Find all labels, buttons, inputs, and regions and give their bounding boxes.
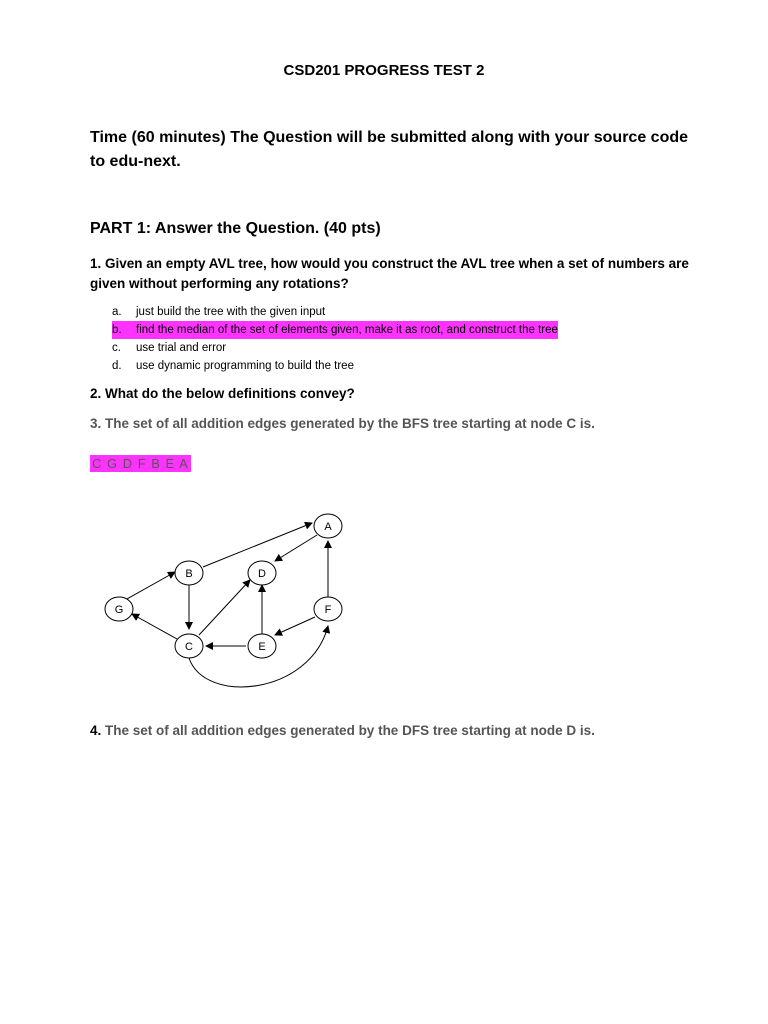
option-a	[112, 303, 672, 321]
intro-text: Time (60 minutes) The Question will be submitted along with your source code to edu-next.	[90, 129, 689, 170]
node-g-label: G	[114, 604, 124, 616]
edge-g-b	[127, 572, 175, 599]
question-4-number: 4.	[90, 723, 102, 738]
question-2: 2. What do the below definitions convey?	[90, 386, 355, 401]
option-c	[112, 339, 672, 357]
question-3-answer: C G D F B E A	[92, 456, 189, 471]
document-title: CSD201 PROGRESS TEST 2	[283, 62, 485, 79]
edge-b-a	[203, 523, 312, 567]
question-1-options	[112, 303, 672, 375]
edge-c-g	[132, 614, 177, 639]
option-letter: b.	[112, 321, 136, 339]
node-b-label: B	[185, 568, 193, 580]
option-text: use dynamic programming to build the tree	[136, 360, 354, 372]
graph-diagram	[95, 505, 365, 695]
option-letter: a.	[112, 306, 122, 318]
option-b	[112, 321, 672, 339]
edge-c-d	[199, 580, 250, 635]
node-c-label: C	[185, 641, 193, 653]
question-4	[90, 723, 595, 738]
node-d-label: D	[258, 568, 266, 580]
option-text: just build the tree with the given input	[136, 306, 326, 318]
node-a-label: A	[324, 521, 332, 533]
node-f-label: F	[324, 604, 332, 616]
question-4-text: The set of all addition edges generated by the DFS tree starting at node D is.	[101, 723, 595, 738]
option-text-highlighted: find the median of the set of elements given, make it as root, and construct the tree	[136, 321, 558, 339]
option-letter: c.	[112, 342, 121, 354]
option-d	[112, 357, 672, 375]
option-text: use trial and error	[136, 342, 227, 354]
edge-a-d	[275, 535, 317, 561]
node-e-label: E	[258, 641, 266, 653]
question-3: 3. The set of all addition edges generated by the BFS tree starting at node C is.	[90, 416, 595, 431]
part-heading: PART 1: Answer the Question. (40 pts)	[90, 220, 381, 237]
question-1: 1. Given an empty AVL tree, how would you construct the AVL tree when a set of numbers are given without performing any rotations?	[90, 256, 689, 291]
edge-f-e	[275, 617, 315, 635]
option-letter: d.	[112, 360, 122, 372]
